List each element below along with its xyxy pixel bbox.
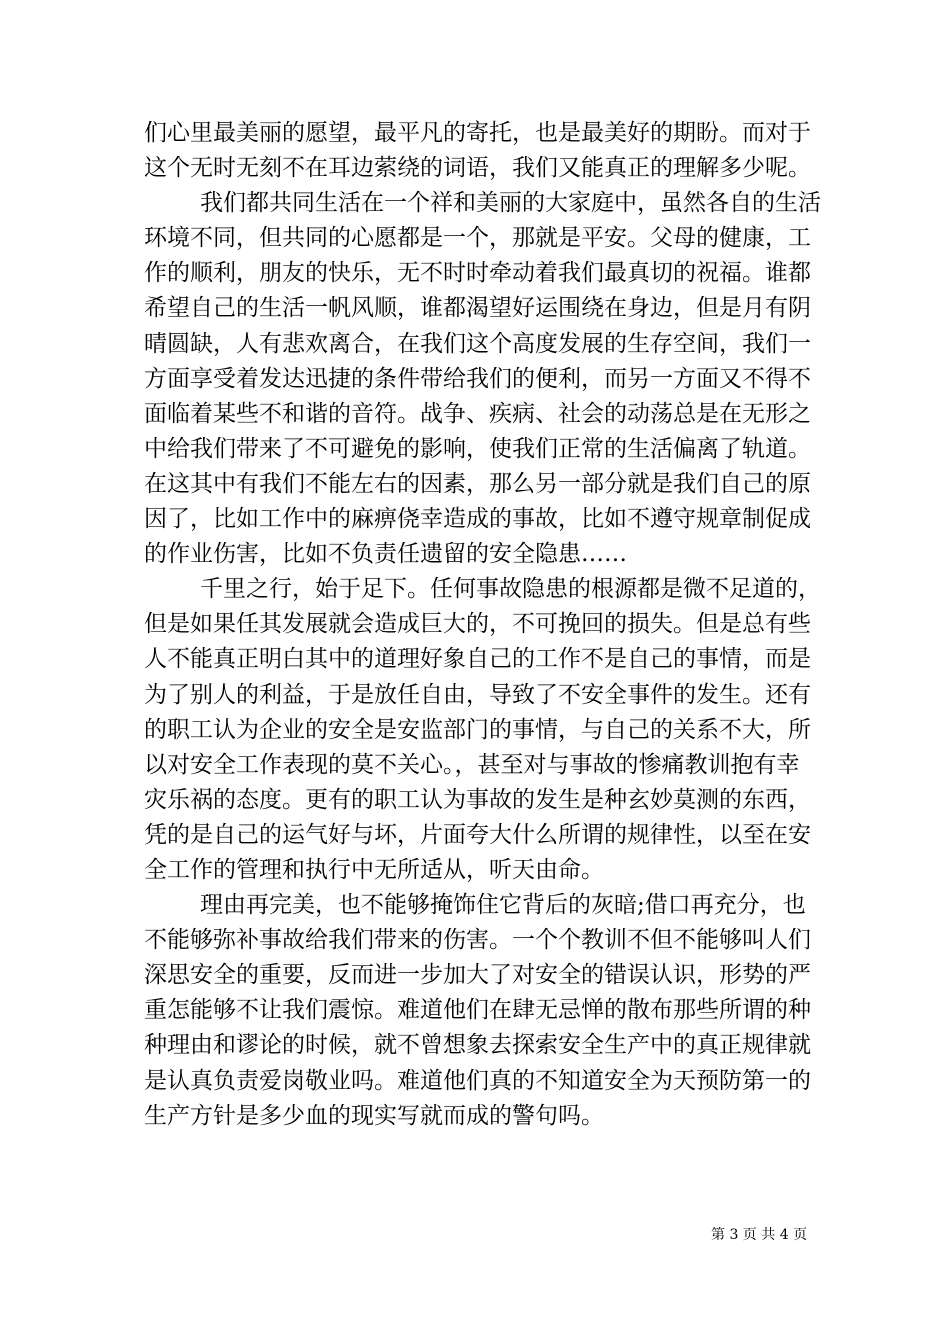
paragraph [144, 186, 821, 572]
text-line: 深思安全的重要，反而进一步加大了对安全的错误认识，形势的严 [144, 962, 811, 989]
text-line: 作的顺利，朋友的快乐，无不时时牵动着我们最真切的祝福。谁都 [144, 260, 811, 287]
text-line: 灾乐祸的态度。更有的职工认为事故的发生是种玄妙莫测的东西， [144, 786, 811, 813]
text-line: 希望自己的生活一帆风顺，谁都渴望好运围绕在身边，但是月有阴 [144, 295, 811, 322]
text-line: 晴圆缺，人有悲欢离合，在我们这个高度发展的生存空间，我们一 [144, 330, 811, 357]
text-line: 以对安全工作表现的莫不关心。，甚至对与事故的惨痛教训抱有幸 [144, 751, 800, 778]
text-line: 理由再完美，也不能够掩饰住它背后的灰暗;借口再充分，也 [200, 892, 806, 919]
text-line: 千里之行，始于足下。任何事故隐患的根源都是微不足道的， [200, 576, 821, 603]
document-body [144, 116, 821, 1134]
text-line: 凭的是自己的运气好与坏，片面夸大什么所谓的规律性，以至在安 [144, 821, 811, 848]
text-line: 环境不同，但共同的心愿都是一个，那就是平安。父母的健康，工 [144, 225, 811, 252]
page-number-footer: 第 3 页 共 4 页 [711, 1227, 808, 1243]
text-line: 生产方针是多少血的现实写就而成的警句吗。 [144, 1102, 604, 1129]
text-line: 面临着某些不和谐的音符。战争、疾病、社会的动荡总是在无形之 [144, 400, 811, 427]
text-line: 全工作的管理和执行中无所适从，听天由命。 [144, 856, 604, 883]
paragraph [144, 116, 814, 186]
text-line: 的作业伤害，比如不负责任遗留的安全隐患…… [144, 541, 627, 568]
text-line: 不能够弥补事故给我们带来的伤害。一个个教训不但不能够叫人们 [144, 927, 811, 954]
text-line: 这个无时无刻不在耳边萦绕的词语，我们又能真正的理解多少呢。 [144, 155, 811, 182]
text-line: 人不能真正明白其中的道理好象自己的工作不是自己的事情，而是 [144, 646, 811, 673]
text-line: 我们都共同生活在一个祥和美丽的大家庭中，虽然各自的生活 [200, 190, 821, 217]
text-line: 重怎能够不让我们震惊。难道他们在肆无忌惮的散布那些所谓的种 [144, 997, 811, 1024]
paragraph [144, 888, 814, 1134]
text-line: 们心里最美丽的愿望，最平凡的寄托，也是最美好的期盼。而对于 [144, 120, 811, 146]
text-line: 但是如果任其发展就会造成巨大的，不可挽回的损失。但是总有些 [144, 611, 811, 638]
paragraph [144, 572, 821, 888]
text-line: 中给我们带来了不可避免的影响，使我们正常的生活偏离了轨道。 [144, 435, 811, 462]
text-line: 是认真负责爱岗敬业吗。难道他们真的不知道安全为天预防第一的 [144, 1067, 811, 1094]
text-line: 种理由和谬论的时候，就不曾想象去探索安全生产中的真正规律就 [144, 1032, 811, 1059]
text-line: 在这其中有我们不能左右的因素，那么另一部分就是我们自己的原 [144, 470, 811, 497]
text-line: 的职工认为企业的安全是安监部门的事情，与自己的关系不大，所 [144, 716, 811, 743]
text-line: 为了别人的利益，于是放任自由，导致了不安全事件的发生。还有 [144, 681, 811, 708]
text-line: 方面享受着发达迅捷的条件带给我们的便利，而另一方面又不得不 [144, 365, 811, 392]
text-line: 因了，比如工作中的麻痹侥幸造成的事故，比如不遵守规章制促成 [144, 506, 811, 533]
